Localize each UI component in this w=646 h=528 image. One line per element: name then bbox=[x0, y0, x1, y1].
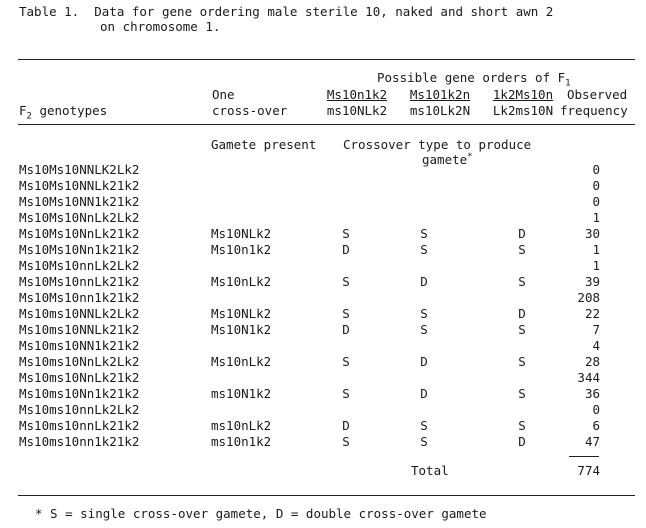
order-3-bottom: Lk2ms10N bbox=[492, 103, 554, 118]
frequency-cell: 0 bbox=[592, 162, 600, 177]
gamete-cell: ms10nLk2 bbox=[211, 418, 272, 433]
frequency-cell: 4 bbox=[592, 338, 600, 353]
order-2-cell: D bbox=[420, 274, 428, 289]
order-3-cell: S bbox=[518, 242, 526, 257]
order-2-cell: D bbox=[420, 386, 428, 401]
crossover-label: cross-over bbox=[212, 103, 288, 118]
order-2-top: Ms101k2n bbox=[409, 87, 471, 102]
order-2-cell: S bbox=[420, 242, 428, 257]
frequency-cell: 7 bbox=[592, 322, 600, 337]
genotype-cell: Ms10ms10NNLk21k2 bbox=[19, 322, 140, 337]
footnote: * S = single cross-over gamete, D = double cross-over gamete bbox=[35, 506, 487, 521]
frequency-cell: 0 bbox=[592, 194, 600, 209]
order-3-cell: D bbox=[518, 226, 526, 241]
total-rule bbox=[569, 456, 599, 457]
order-1-cell: S bbox=[342, 306, 350, 321]
frequency-cell: 1 bbox=[592, 242, 600, 257]
order-2-cell: S bbox=[420, 306, 428, 321]
top-rule bbox=[18, 59, 635, 60]
frequency-cell: 28 bbox=[584, 354, 600, 369]
order-3-cell: S bbox=[518, 274, 526, 289]
frequency-cell: 6 bbox=[592, 418, 600, 433]
frequency-cell: 1 bbox=[592, 258, 600, 273]
gamete-cell: ms10n1k2 bbox=[211, 434, 272, 449]
table-caption-line-1: Table 1. Data for gene ordering male sterile 10, naked and short awn 2 bbox=[19, 4, 554, 19]
order-3-cell: S bbox=[518, 418, 526, 433]
order-2-cell: S bbox=[420, 226, 428, 241]
order-3-cell: S bbox=[518, 322, 526, 337]
order-2-cell: S bbox=[420, 434, 428, 449]
gamete-heading: gamete* bbox=[422, 151, 473, 167]
frequency-cell: 0 bbox=[592, 178, 600, 193]
frequency-cell: 39 bbox=[584, 274, 600, 289]
observed-heading: Observed bbox=[567, 87, 628, 102]
frequency-cell: 0 bbox=[592, 402, 600, 417]
genotype-cell: Ms10ms10NN1k21k2 bbox=[19, 338, 140, 353]
genotype-cell: Ms10Ms10NnLk21k2 bbox=[19, 226, 140, 241]
genotype-cell: Ms10ms10NnLk2Lk2 bbox=[19, 354, 140, 369]
frequency-heading: frequency bbox=[560, 103, 628, 118]
genotype-cell: Ms10Ms10nnLk2Lk2 bbox=[19, 258, 140, 273]
possible-orders-heading: Possible gene orders of $F_1$ bbox=[377, 70, 571, 89]
genotype-cell: Ms10Ms10NNLK2Lk2 bbox=[19, 162, 140, 177]
table-caption-line-2: on chromosome 1. bbox=[100, 19, 221, 34]
genotype-cell: Ms10Ms10nn1k21k2 bbox=[19, 290, 140, 305]
frequency-cell: 30 bbox=[584, 226, 600, 241]
order-1-cell: D bbox=[342, 242, 350, 257]
order-2-cell: D bbox=[420, 354, 428, 369]
order-1-cell: S bbox=[342, 434, 350, 449]
genotype-cell: Ms10ms10nnLk2Lk2 bbox=[19, 402, 140, 417]
order-3-cell: D bbox=[518, 306, 526, 321]
order-1-cell: D bbox=[342, 322, 350, 337]
order-3-top: 1k2Ms10n bbox=[492, 87, 554, 102]
order-1-cell: S bbox=[342, 386, 350, 401]
gamete-cell: Ms10nLk2 bbox=[211, 354, 272, 369]
order-2-bottom: ms10Lk2N bbox=[409, 103, 471, 118]
genotype-cell: Ms10Ms10Nn1k21k2 bbox=[19, 242, 140, 257]
genotype-cell: Ms10ms10NNLk2Lk2 bbox=[19, 306, 140, 321]
header-rule bbox=[18, 124, 635, 125]
one-label: One bbox=[212, 87, 235, 102]
frequency-cell: 344 bbox=[577, 370, 600, 385]
frequency-cell: 36 bbox=[584, 386, 600, 401]
genotype-cell: Ms10Ms10nnLk21k2 bbox=[19, 274, 140, 289]
order-1-bottom: ms10NLk2 bbox=[326, 103, 388, 118]
frequency-cell: 47 bbox=[584, 434, 600, 449]
total-label: Total bbox=[411, 463, 449, 478]
order-1-top: Ms10n1k2 bbox=[326, 87, 388, 102]
order-3-cell: S bbox=[518, 354, 526, 369]
gamete-cell: Ms10N1k2 bbox=[211, 322, 272, 337]
order-2-cell: S bbox=[420, 322, 428, 337]
genotype-cell: Ms10Ms10NN1k21k2 bbox=[19, 194, 140, 209]
genotype-cell: Ms10ms10nn1k21k2 bbox=[19, 434, 140, 449]
gamete-cell: Ms10NLk2 bbox=[211, 226, 272, 241]
gamete-present-heading: Gamete present bbox=[211, 137, 317, 152]
gamete-cell: Ms10NLk2 bbox=[211, 306, 272, 321]
gamete-cell: Ms10nLk2 bbox=[211, 274, 272, 289]
gamete-cell: ms10N1k2 bbox=[211, 386, 272, 401]
order-1-cell: D bbox=[342, 418, 350, 433]
genotype-cell: Ms10ms10nnLk21k2 bbox=[19, 418, 140, 433]
order-3-cell: S bbox=[518, 386, 526, 401]
genotype-cell: Ms10Ms10NNLk21k2 bbox=[19, 178, 140, 193]
frequency-cell: 208 bbox=[577, 290, 600, 305]
frequency-cell: 22 bbox=[584, 306, 600, 321]
genotype-cell: Ms10ms10Nn1k21k2 bbox=[19, 386, 140, 401]
order-2-cell: S bbox=[420, 418, 428, 433]
order-1-cell: S bbox=[342, 354, 350, 369]
order-1-cell: S bbox=[342, 226, 350, 241]
crossover-type-heading: Crossover type to produce bbox=[343, 137, 532, 152]
gamete-cell: Ms10n1k2 bbox=[211, 242, 272, 257]
bottom-rule bbox=[18, 495, 635, 496]
frequency-cell: 1 bbox=[592, 210, 600, 225]
genotype-cell: Ms10ms10NnLk21k2 bbox=[19, 370, 140, 385]
total-value: 774 bbox=[577, 463, 600, 478]
order-1-cell: S bbox=[342, 274, 350, 289]
genotype-cell: Ms10Ms10NnLk2Lk2 bbox=[19, 210, 140, 225]
f2-genotypes-heading: $F_2$ genotypes bbox=[19, 103, 108, 122]
order-3-cell: D bbox=[518, 434, 526, 449]
